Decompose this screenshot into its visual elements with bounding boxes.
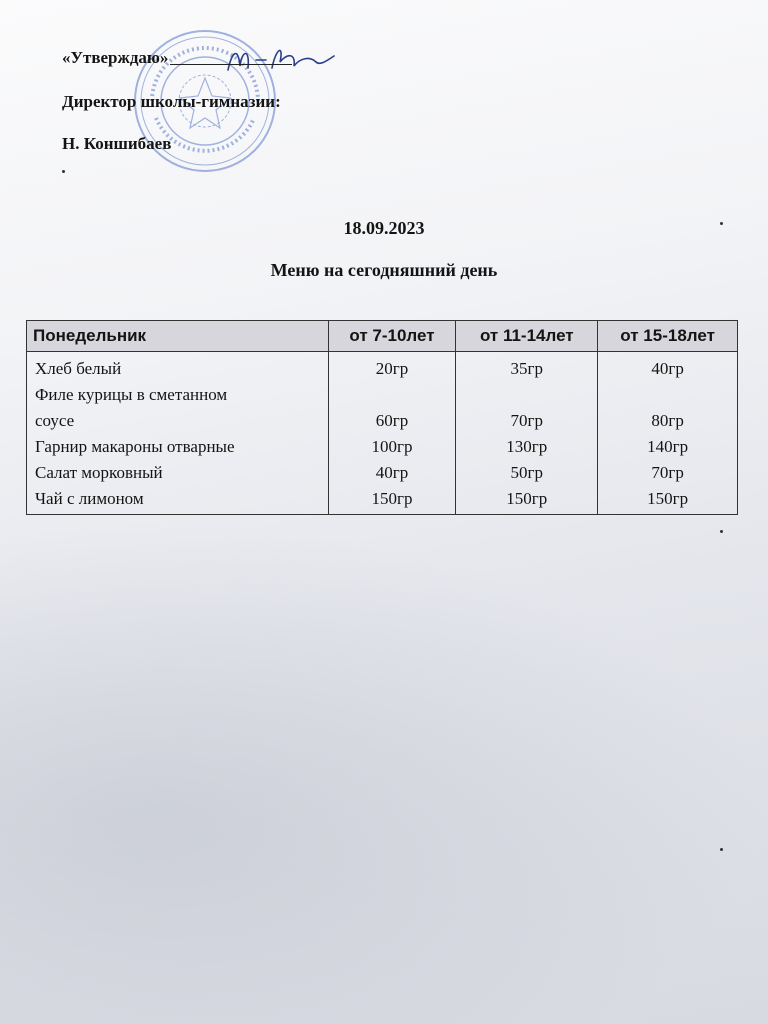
portion-value	[337, 382, 448, 408]
dish-item: Хлеб белый	[35, 359, 122, 378]
menu-date: 18.09.2023	[343, 218, 425, 238]
header-age-15-18: от 15-18лет	[598, 321, 738, 352]
header-day: Понедельник	[27, 321, 329, 352]
paper-shadow	[0, 520, 768, 1024]
menu-title: Меню на сегодняшний день	[270, 260, 498, 280]
menu-table	[26, 320, 738, 515]
dish-item: соусе	[35, 411, 75, 430]
portion-value: 35гр	[510, 359, 544, 378]
portion-value: 140гр	[647, 437, 689, 456]
portion-value: 150гр	[506, 489, 548, 508]
portion-value: 100гр	[371, 437, 413, 456]
paper-speck	[720, 222, 723, 225]
dish-list	[27, 352, 329, 515]
portion-value: 40гр	[651, 359, 684, 378]
portion-15-18	[598, 352, 738, 515]
director-name: Н. Коншибаев	[62, 134, 172, 153]
paper-speck	[720, 530, 723, 533]
portion-value: 70гр	[510, 411, 544, 430]
portion-value: 20гр	[375, 359, 409, 378]
dish-item: Гарнир макароны отварные	[35, 437, 235, 456]
approval-line	[62, 48, 292, 68]
header-age-11-14: от 11-14лет	[456, 321, 598, 352]
paper-speck	[720, 848, 723, 851]
portion-value: 80гр	[651, 411, 684, 430]
portion-value: 40гр	[375, 463, 409, 482]
dish-item: Салат морковный	[35, 463, 163, 482]
portion-value: 150гр	[371, 489, 413, 508]
portion-value: 50гр	[510, 463, 544, 482]
signature-line	[170, 64, 292, 65]
portion-value	[464, 382, 589, 408]
approve-label: «Утверждаю»	[62, 48, 169, 67]
portion-value: 150гр	[647, 489, 689, 508]
portion-value	[606, 382, 729, 408]
portion-value: 60гр	[375, 411, 409, 430]
portion-7-10	[328, 352, 456, 515]
dish-item: Филе курицы в сметанном	[35, 385, 228, 404]
paper-speck	[62, 170, 65, 173]
table-row	[27, 352, 738, 515]
table-header-row	[27, 321, 738, 352]
portion-value: 130гр	[506, 437, 548, 456]
director-label: Директор школы-гимназии:	[62, 92, 281, 111]
portion-11-14	[456, 352, 598, 515]
dish-item: Чай с лимоном	[35, 489, 144, 508]
portion-value: 70гр	[651, 463, 684, 482]
header-age-7-10: от 7-10лет	[328, 321, 456, 352]
